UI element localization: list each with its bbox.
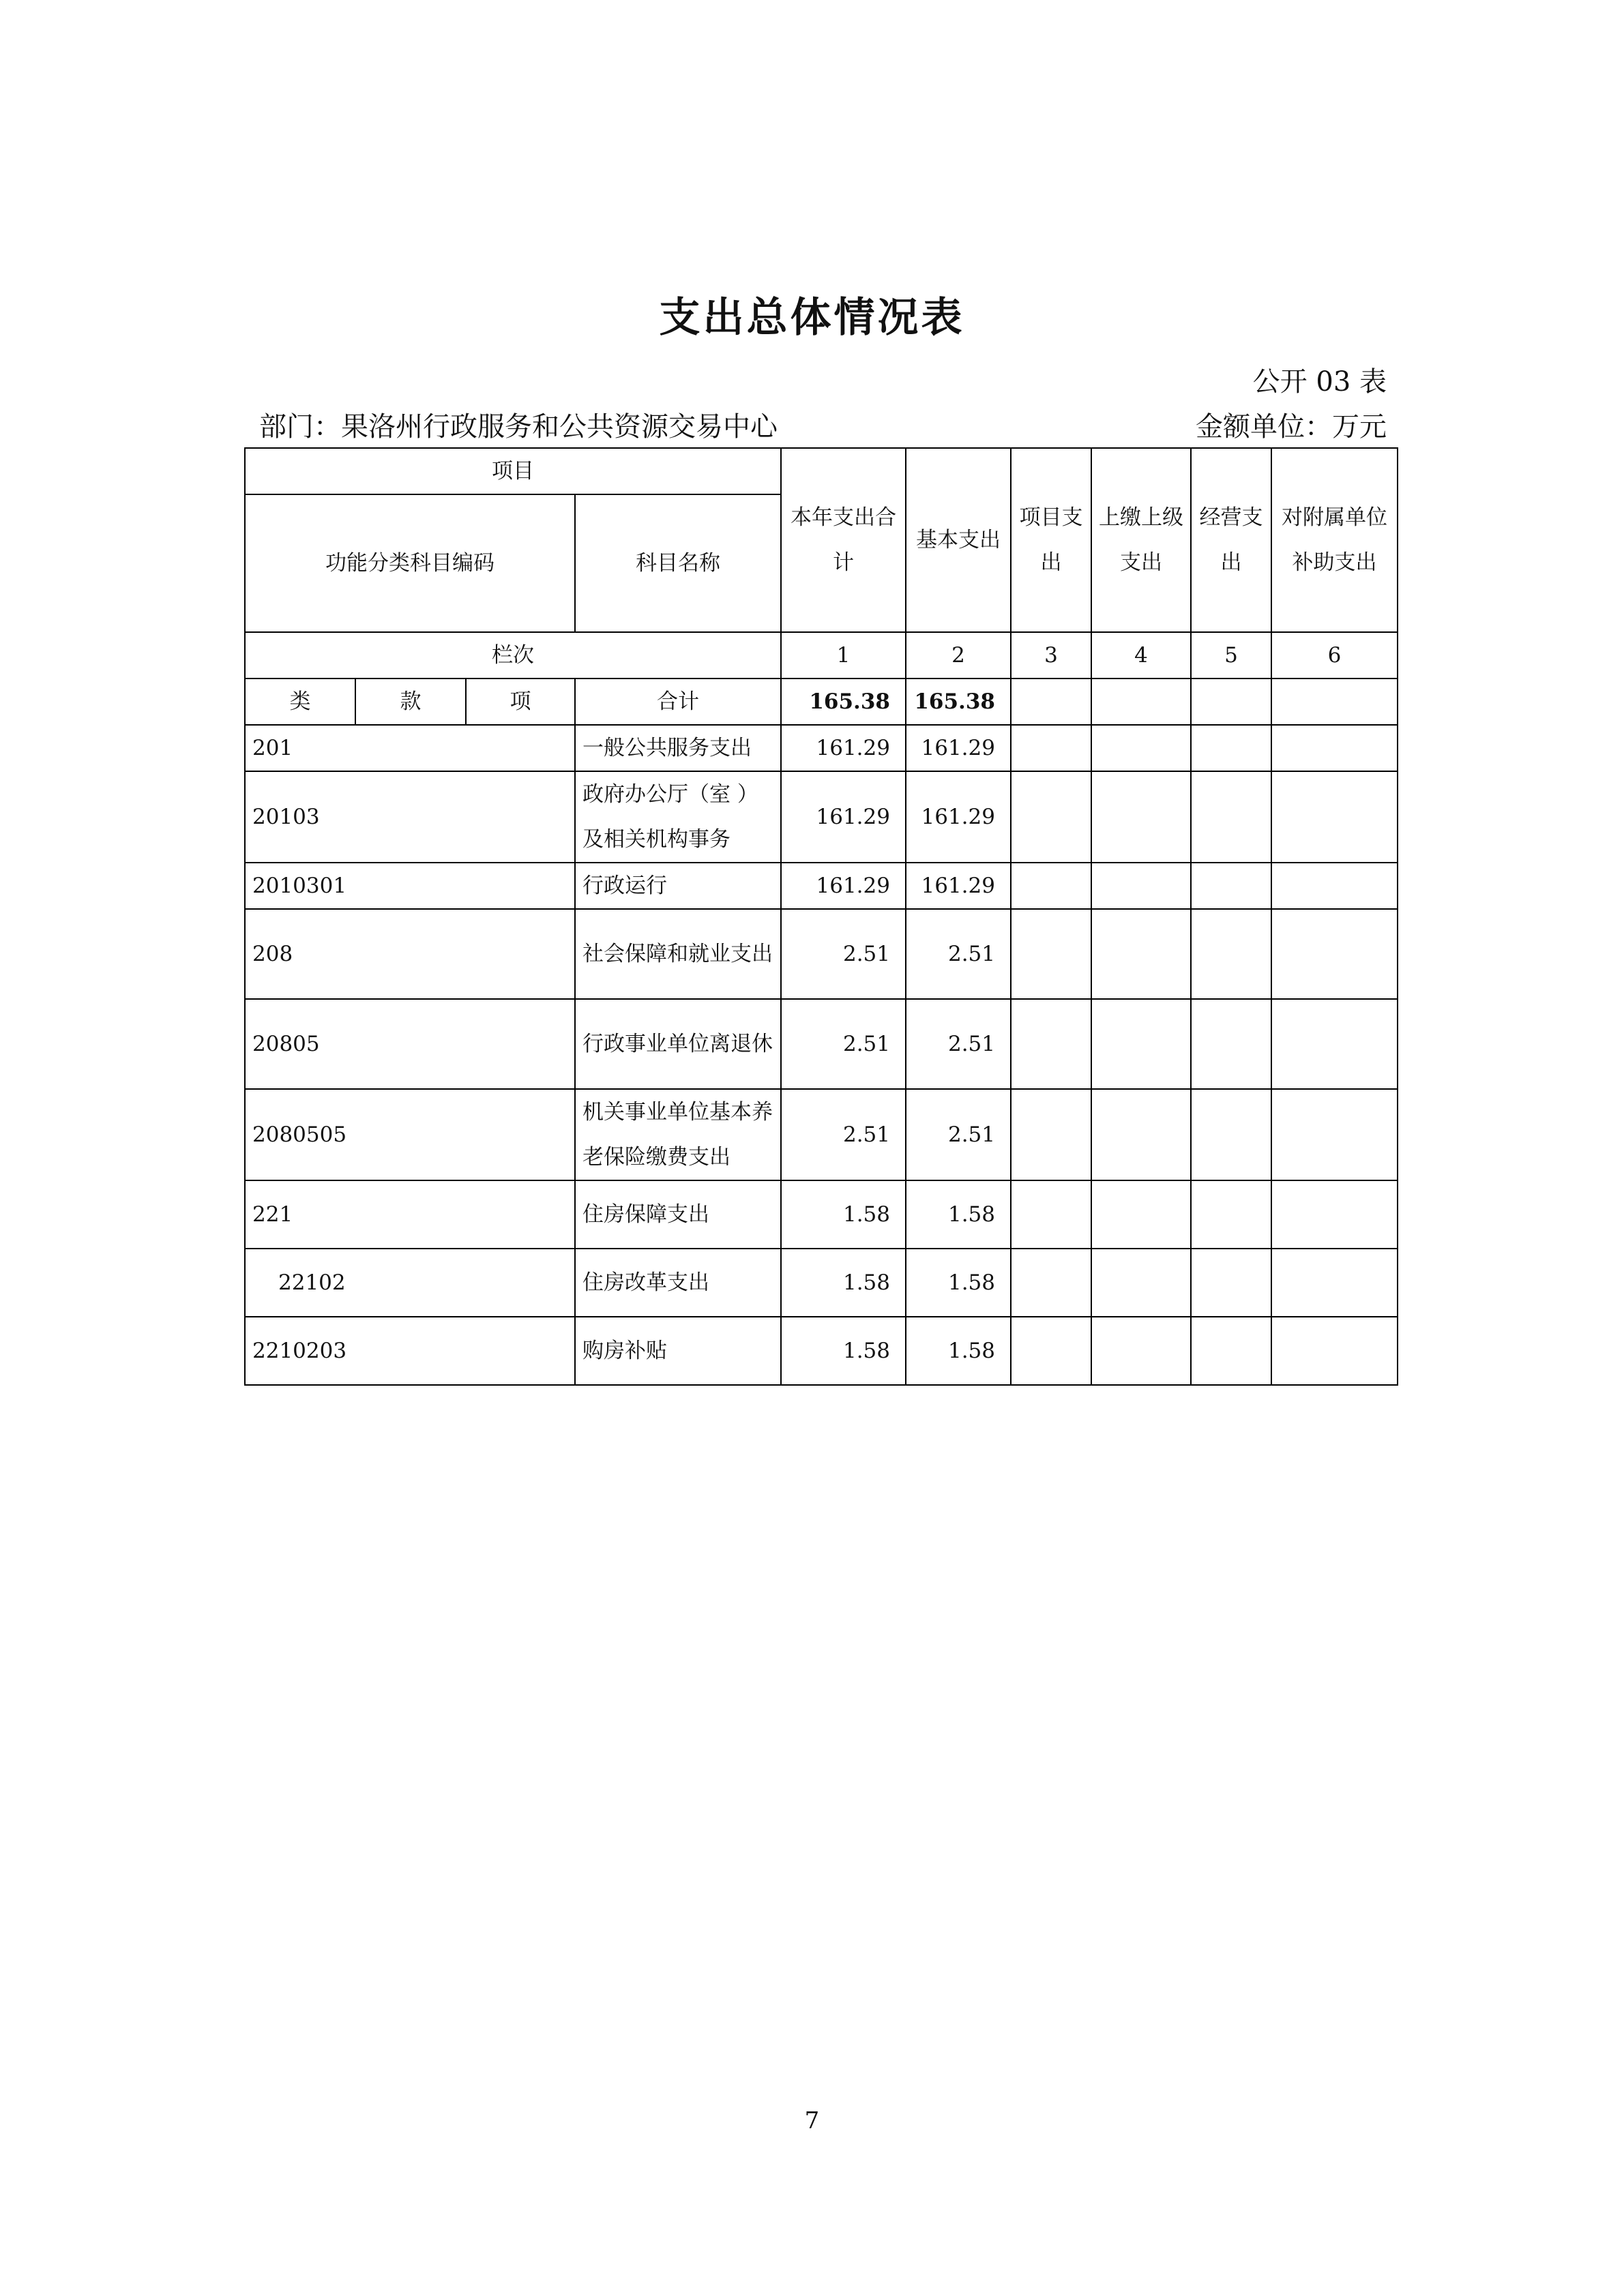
header-function-code: 功能分类科目编码 (245, 494, 575, 632)
row-basic: 2.51 (906, 909, 1011, 999)
row-code: 201 (245, 725, 575, 771)
header-xiang: 项 (466, 679, 575, 725)
row-total: 1.58 (781, 1249, 906, 1317)
col-num-6: 6 (1271, 632, 1398, 679)
col-num-5: 5 (1191, 632, 1271, 679)
expenditure-table (244, 447, 1398, 1386)
header-project: 项目 (245, 448, 781, 494)
row-code: 2210203 (245, 1317, 575, 1385)
row-code: 2010301 (245, 863, 575, 909)
header-project-expenditure: 项目支出 (1011, 448, 1091, 632)
row-basic: 2.51 (906, 999, 1011, 1089)
page-title: 支出总体情况表 (659, 294, 965, 342)
row-total-basic: 165.38 (906, 679, 1011, 725)
row-total: 2.51 (781, 1089, 906, 1180)
row-code: 20103 (245, 771, 575, 863)
header-subsidy-expenditure: 对附属单位补助支出 (1271, 448, 1398, 632)
table-row (245, 1249, 1398, 1317)
row-subject: 住房保障支出 (575, 1180, 781, 1249)
table-row (245, 1317, 1398, 1385)
row-basic: 1.58 (906, 1180, 1011, 1249)
row-total: 161.29 (781, 725, 906, 771)
header-lanci: 栏次 (245, 632, 781, 679)
header-subject-name: 科目名称 (575, 494, 781, 632)
col-num-3: 3 (1011, 632, 1091, 679)
row-subject: 行政运行 (575, 863, 781, 909)
table-row (245, 1089, 1398, 1180)
table-row (245, 725, 1398, 771)
row-subject: 一般公共服务支出 (575, 725, 781, 771)
row-subject: 行政事业单位离退休 (575, 999, 781, 1089)
row-subject: 住房改革支出 (575, 1249, 781, 1317)
row-subject: 政府办公厅（室 ）及相关机构事务 (575, 771, 781, 863)
row-total: 161.29 (781, 771, 906, 863)
row-basic: 161.29 (906, 771, 1011, 863)
page-number: 7 (804, 2107, 820, 2134)
row-basic: 2.51 (906, 1089, 1011, 1180)
col-num-2: 2 (906, 632, 1011, 679)
table-row (245, 909, 1398, 999)
header-upper-remit: 上缴上级支出 (1091, 448, 1191, 632)
row-subject: 社会保障和就业支出 (575, 909, 781, 999)
table-row (245, 999, 1398, 1089)
col-num-1: 1 (781, 632, 906, 679)
row-code: 208 (245, 909, 575, 999)
row-subject: 购房补贴 (575, 1317, 781, 1385)
row-code: 2080505 (245, 1089, 575, 1180)
form-number: 公开 03 表 (1252, 366, 1387, 398)
row-code: 221 (245, 1180, 575, 1249)
header-lei: 类 (245, 679, 355, 725)
header-total-expenditure: 本年支出合计 (781, 448, 906, 632)
department-label: 部门：果洛州行政服务和公共资源交易中心 (259, 411, 778, 443)
table-row (245, 863, 1398, 909)
row-total: 1.58 (781, 1317, 906, 1385)
row-basic: 161.29 (906, 863, 1011, 909)
row-basic: 161.29 (906, 725, 1011, 771)
row-total-label: 合计 (575, 679, 781, 725)
table-row (245, 1180, 1398, 1249)
amount-unit-label: 金额单位：万元 (1196, 411, 1387, 443)
row-total: 1.58 (781, 1180, 906, 1249)
row-subject: 机关事业单位基本养老保险缴费支出 (575, 1089, 781, 1180)
row-basic: 1.58 (906, 1317, 1011, 1385)
header-operating-expenditure: 经营支出 (1191, 448, 1271, 632)
row-code: 20805 (245, 999, 575, 1089)
header-basic-expenditure: 基本支出 (906, 448, 1011, 632)
row-code: 22102 (245, 1249, 575, 1317)
row-total: 2.51 (781, 909, 906, 999)
row-total-amount: 165.38 (781, 679, 906, 725)
row-total: 2.51 (781, 999, 906, 1089)
row-total: 161.29 (781, 863, 906, 909)
table-row (245, 771, 1398, 863)
col-num-4: 4 (1091, 632, 1191, 679)
row-basic: 1.58 (906, 1249, 1011, 1317)
header-kuan: 款 (355, 679, 466, 725)
